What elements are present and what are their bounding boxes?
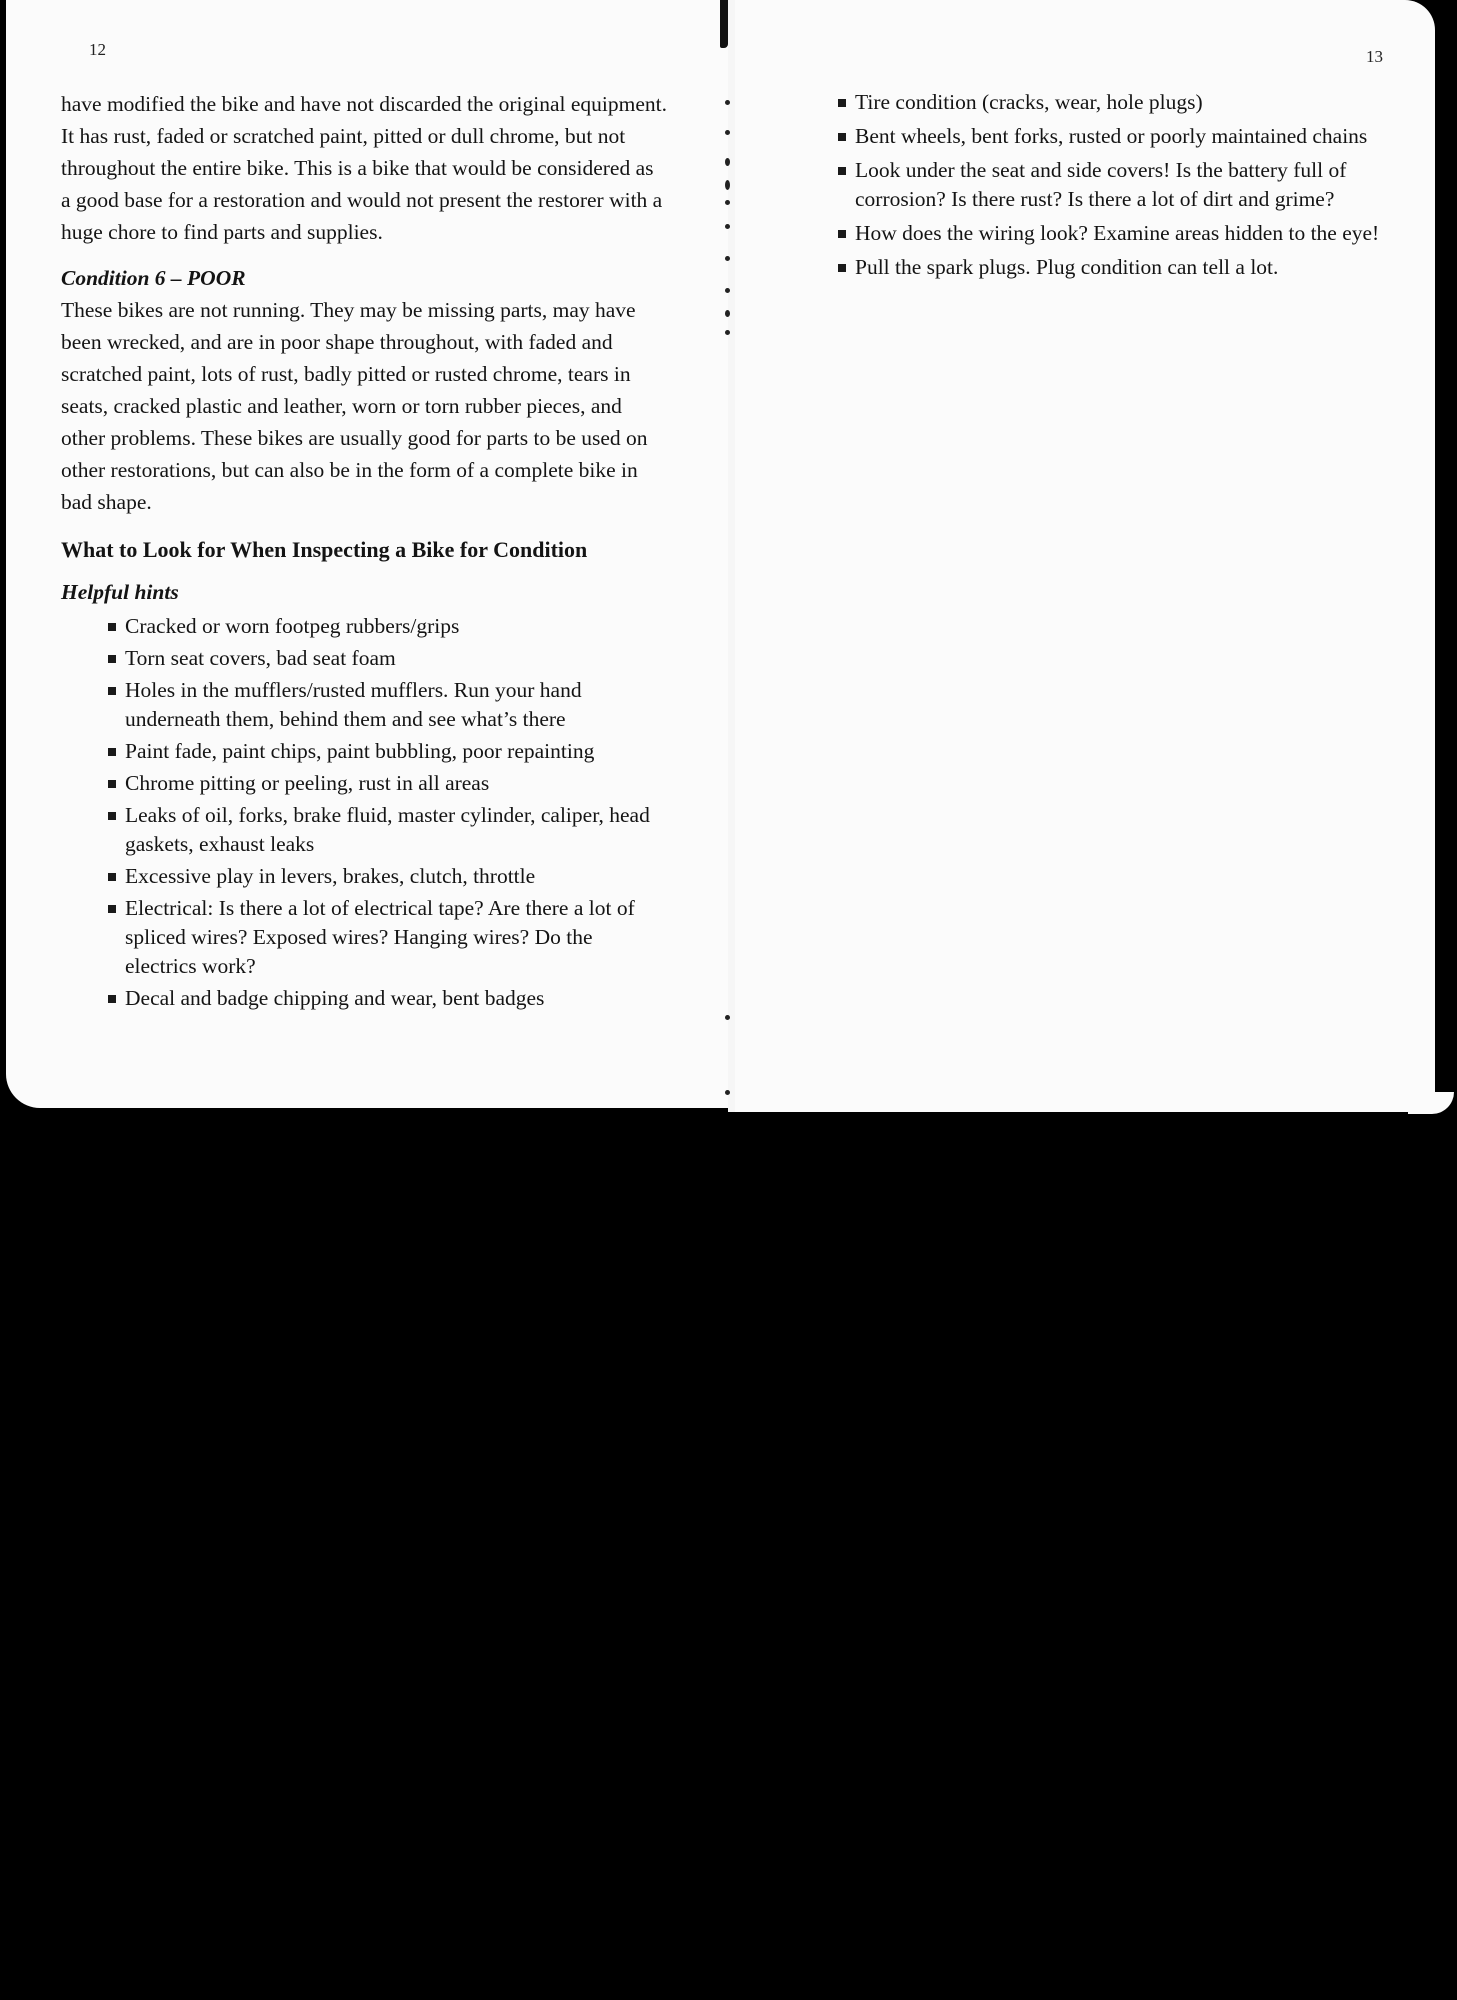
bullet-icon <box>108 623 116 631</box>
list-item-text: Decal and badge chipping and wear, bent badges <box>125 986 545 1010</box>
hints-list-right <box>838 88 1398 282</box>
list-item <box>838 122 1398 151</box>
right-page-body <box>838 88 1398 287</box>
bullet-icon <box>108 780 116 788</box>
spine-mark <box>720 0 728 48</box>
page-number-left: 12 <box>89 40 106 59</box>
bullet-icon <box>108 812 116 820</box>
bullet-icon <box>108 905 116 913</box>
page-curl <box>1408 1092 1454 1114</box>
list-item-text: Paint fade, paint chips, paint bubbling, poor repainting <box>125 739 595 763</box>
list-item <box>838 156 1398 214</box>
list-item-text: Torn seat covers, bad seat foam <box>125 646 396 670</box>
bullet-icon <box>838 264 846 272</box>
list-item-text: Leaks of oil, forks, brake fluid, master cylinder, caliper, head gaskets, exhaust leaks <box>125 803 650 856</box>
condition-paragraph: These bikes are not running. They may be missing parts, may have been wrecked, and are in poor shape throughout, with faded and scratched paint, lots of rust, badly pitted or rusted chrome, tears in seats, cracked plastic and leather, worn or torn rubber pieces, and other problems. These bikes are usually good for parts to be used on other restorations, but can also be in the form of a complete bike in bad shape. <box>61 298 648 514</box>
list-item <box>108 676 667 734</box>
bullet-icon <box>108 873 116 881</box>
list-item <box>108 801 667 859</box>
bullet-icon <box>838 133 846 141</box>
list-item-text: Holes in the mufflers/rusted mufflers. Run your hand underneath them, behind them and see what’s there <box>125 678 582 731</box>
hints-list-left <box>61 612 667 1013</box>
bullet-icon <box>108 687 116 695</box>
list-item-text: Electrical: Is there a lot of electrical tape? Are there a lot of spliced wires? Exposed wires? Hanging wires? Do the electrics work? <box>125 896 635 978</box>
list-item-text: Pull the spark plugs. Plug condition can tell a lot. <box>855 255 1279 279</box>
section-heading: What to Look for When Inspecting a Bike for Condition <box>61 537 588 562</box>
page-number-right: 13 <box>1366 47 1383 66</box>
list-item <box>108 769 667 798</box>
bullet-icon <box>108 748 116 756</box>
hints-heading: Helpful hints <box>61 580 179 604</box>
list-item <box>108 644 667 673</box>
list-item-text: Excessive play in levers, brakes, clutch, throttle <box>125 864 536 888</box>
bullet-icon <box>108 655 116 663</box>
bullet-icon <box>838 167 846 175</box>
list-item-text: Tire condition (cracks, wear, hole plugs) <box>855 90 1203 114</box>
gutter-scan-marks <box>723 100 733 1100</box>
intro-paragraph: have modified the bike and have not discarded the original equipment. It has rust, faded or scratched paint, pitted or dull chrome, but not throughout the entire bike. This is a bike that would be considered as a good base for a restoration and would not present the restorer with a huge chore to find parts and supplies. <box>61 92 667 244</box>
list-item <box>108 894 667 981</box>
bullet-icon <box>838 230 846 238</box>
list-item <box>108 737 667 766</box>
bullet-icon <box>108 995 116 1003</box>
bullet-icon <box>838 99 846 107</box>
list-item <box>838 88 1398 117</box>
list-item-text: Look under the seat and side covers! Is the battery full of corrosion? Is there rust? Is there a lot of dirt and grime? <box>855 158 1347 211</box>
left-page-body <box>61 88 667 1016</box>
list-item <box>108 612 667 641</box>
list-item <box>108 862 667 891</box>
list-item <box>838 219 1398 248</box>
list-item-text: Cracked or worn footpeg rubbers/grips <box>125 614 460 638</box>
list-item-text: Chrome pitting or peeling, rust in all areas <box>125 771 490 795</box>
list-item-text: Bent wheels, bent forks, rusted or poorly maintained chains <box>855 124 1368 148</box>
list-item <box>108 984 667 1013</box>
list-item-text: How does the wiring look? Examine areas hidden to the eye! <box>855 221 1380 245</box>
list-item <box>838 253 1398 282</box>
condition-heading: Condition 6 – POOR <box>61 266 246 290</box>
